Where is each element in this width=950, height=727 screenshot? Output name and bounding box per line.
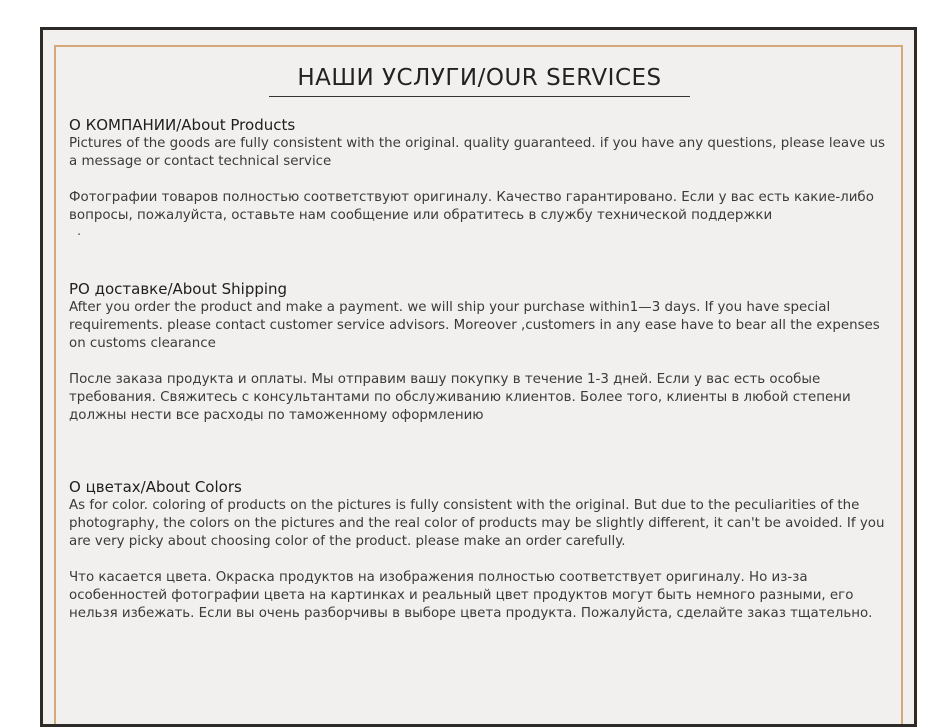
- section-text-en: After you order the product and make a payment. we will ship your purchase within1—3 days. If you have special requirements. please contact customer service advisors. Moreover ,customers in any ease have to bear all the expenses on customs clearance: [69, 300, 880, 351]
- section-text-ru: Что касается цвета. Окраска продуктов на изображения полностью соответствует оригиналу. Но из-за особенностей фотографии цвета на картинках и реальный цвет продуктов могут быть немного разными, его нельзя избежать. Если вы очень разборчивы в выборе цвета продукта. Пожалуйста, сделайте заказ тщательно.: [69, 570, 873, 621]
- stray-dot: .: [77, 224, 82, 239]
- section-text-ru: Фотографии товаров полностью соответствуют оригиналу. Качество гарантировано. Если у вас есть какие-либо вопросы, пожалуйста, оставьте нам сообщение или обратитесь в службу технической поддержки: [69, 190, 874, 223]
- section-text-en: Pictures of the goods are fully consistent with the original. quality guaranteed. if you have any questions, please leave us a message or contact technical service: [69, 136, 885, 169]
- section-heading: О цветах/About Colors: [69, 478, 242, 496]
- section-text-en: As for color. coloring of products on the pictures is fully consistent with the original. But due to the peculiarities of the photography, the colors on the pictures and the real color of products may be slightly different, it can't be avoided. If you are very picky about choosing color of the product. please make an order carefully.: [69, 498, 885, 549]
- section-heading: О КОМПАНИИ/About Products: [69, 116, 296, 134]
- page-title: НАШИ УСЛУГИ/OUR SERVICES: [269, 62, 690, 97]
- section-about-products: [69, 116, 889, 239]
- section-about-shipping: [69, 280, 889, 425]
- section-about-colors: [69, 478, 889, 623]
- section-heading: PO доставке/About Shipping: [69, 280, 288, 298]
- section-text-ru: После заказа продукта и оплаты. Мы отправим вашу покупку в течение 1-3 дней. Если у вас есть особые требования. Свяжитесь с консультантами по обслуживанию клиентов. Более того, клиенты в любой степени должны нести все расходы по таможенному оформлению: [69, 372, 851, 423]
